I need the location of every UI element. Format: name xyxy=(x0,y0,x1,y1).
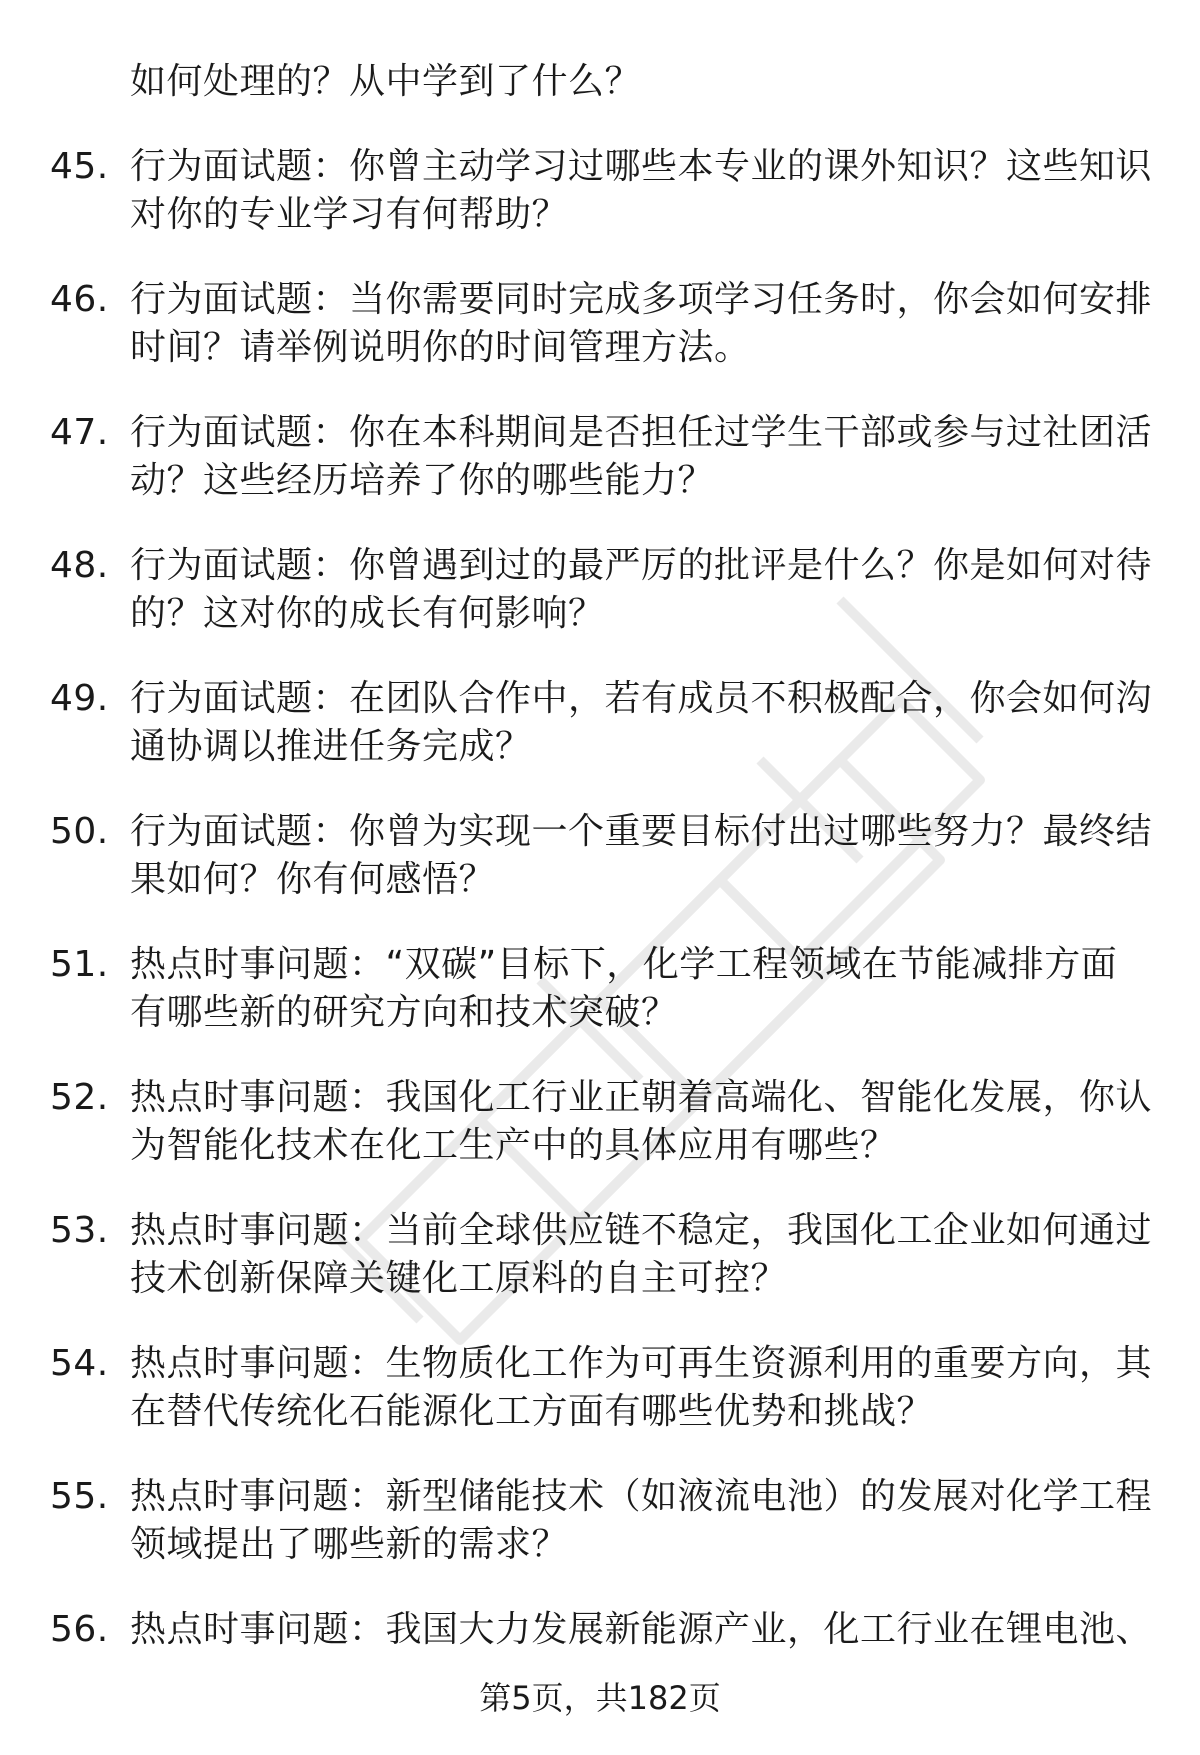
question-line xyxy=(50,276,1153,324)
question-number: 52. xyxy=(50,1077,109,1118)
question-item xyxy=(50,409,1153,505)
question-line xyxy=(50,1074,1153,1122)
question-item xyxy=(50,1473,1153,1569)
question-item xyxy=(50,941,1150,1037)
question-text: 行为面试题：你曾主动学习过哪些本专业的课外知识？这些知识 xyxy=(130,146,1153,187)
question-item xyxy=(50,143,1153,239)
question-line xyxy=(50,1606,1153,1654)
question-text-continued: 果如何？你有何感悟？ xyxy=(130,859,496,900)
question-text: 热点时事问题：生物质化工作为可再生资源利用的重要方向，其 xyxy=(130,1343,1153,1384)
question-text: 行为面试题：在团队合作中，若有成员不积极配合，你会如何沟 xyxy=(130,678,1153,719)
page-footer: 第5页，共182页 xyxy=(479,1679,721,1717)
question-text-continued: 的？这对你的成长有何影响？ xyxy=(130,593,605,634)
question-item xyxy=(50,542,1153,638)
question-number: 51. xyxy=(50,944,109,985)
question-line xyxy=(50,675,1153,723)
question-item xyxy=(50,1606,1153,1654)
question-number: 54. xyxy=(50,1343,109,1384)
question-line xyxy=(50,143,1153,191)
question-text: 热点时事问题：当前全球供应链不稳定，我国化工企业如何通过 xyxy=(130,1210,1153,1251)
continued-text: 如何处理的？从中学到了什么？ xyxy=(130,61,642,102)
question-item xyxy=(50,1207,1153,1303)
question-text-continued: 动？这些经历培养了你的哪些能力？ xyxy=(130,460,715,501)
question-text: 热点时事问题：“双碳”目标下，化学工程领域在节能减排方面 xyxy=(130,944,1118,985)
question-line xyxy=(50,1473,1153,1521)
question-list xyxy=(50,58,1153,1654)
question-line xyxy=(50,808,1153,856)
question-text: 行为面试题：当你需要同时完成多项学习任务时，你会如何安排 xyxy=(130,279,1153,320)
question-text: 行为面试题：你曾为实现一个重要目标付出过哪些努力？最终结 xyxy=(130,811,1153,852)
question-text-continued: 领域提出了哪些新的需求？ xyxy=(130,1524,569,1565)
question-line xyxy=(50,542,1153,590)
question-text-continued: 在替代传统化石能源化工方面有哪些优势和挑战？ xyxy=(130,1391,934,1432)
question-number: 50. xyxy=(50,811,109,852)
question-item xyxy=(50,1340,1153,1436)
question-line xyxy=(50,1340,1153,1388)
question-number: 55. xyxy=(50,1476,109,1517)
question-text: 热点时事问题：新型储能技术（如液流电池）的发展对化学工程 xyxy=(130,1476,1153,1517)
question-text-continued: 为智能化技术在化工生产中的具体应用有哪些？ xyxy=(130,1125,897,1166)
question-number: 48. xyxy=(50,545,109,586)
question-number: 56. xyxy=(50,1609,109,1650)
question-text-continued: 时间？请举例说明你的时间管理方法。 xyxy=(130,327,751,368)
question-number: 46. xyxy=(50,279,109,320)
question-text: 行为面试题：你在本科期间是否担任过学生干部或参与过社团活 xyxy=(130,412,1153,453)
question-number: 45. xyxy=(50,146,109,187)
question-number: 49. xyxy=(50,678,109,719)
question-line xyxy=(50,1207,1153,1255)
question-item xyxy=(50,808,1153,904)
question-item xyxy=(50,1074,1153,1170)
question-number: 53. xyxy=(50,1210,109,1251)
question-item xyxy=(50,276,1153,372)
question-text-continued: 对你的专业学习有何帮助？ xyxy=(130,194,569,235)
question-text-continued: 通协调以推进任务完成？ xyxy=(130,726,532,767)
question-text: 行为面试题：你曾遇到过的最严厉的批评是什么？你是如何对待 xyxy=(130,545,1153,586)
question-line xyxy=(50,409,1153,457)
question-text: 热点时事问题：我国大力发展新能源产业，化工行业在锂电池、 xyxy=(130,1609,1153,1650)
question-text-continued: 有哪些新的研究方向和技术突破？ xyxy=(130,992,678,1033)
question-text: 热点时事问题：我国化工行业正朝着高端化、智能化发展，你认 xyxy=(130,1077,1153,1118)
question-number: 47. xyxy=(50,412,109,453)
question-line xyxy=(50,941,1150,989)
question-text-continued: 技术创新保障关键化工原料的自主可控？ xyxy=(130,1258,788,1299)
question-item xyxy=(50,675,1153,771)
